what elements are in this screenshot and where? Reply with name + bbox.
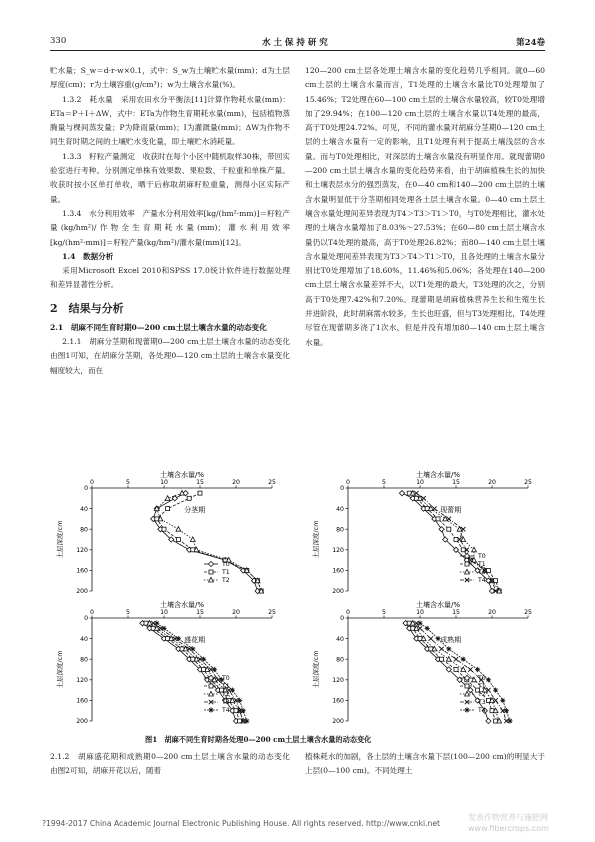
data-point-T1-1: [187, 496, 191, 500]
x-tick-label: 5: [382, 479, 386, 486]
legend-label-T0: T0: [478, 675, 486, 683]
x-tick-label: 10: [160, 479, 168, 486]
paragraph: 2.1 胡麻不同生育时期0—200 cm土层土壤含水量的动态变化: [50, 322, 267, 332]
journal-name: 水 土 保 持 研 究: [262, 38, 328, 48]
paragraph: 1.3.3 籽粒产量测定 收获时在每个小区中随机取样30株，带回实验室进行考种。分别测定单株有效果数、果粒数、千粒重和单株产量。收获时按小区单打单收，晒干后称取胡麻籽粒重量，测得小区实际产量。: [50, 151, 290, 204]
x-tick-label: 20: [232, 609, 240, 616]
y-tick-label: 200: [76, 588, 88, 596]
y-tick-label: 80: [336, 656, 344, 664]
copyright-footer: ?1994-2017 China Academic Journal Electronic Publishing House. All rights reserved. http://www.cnki.net: [42, 819, 441, 828]
data-point-T2-4: [446, 657, 451, 662]
data-point-T2-5: [190, 537, 195, 542]
legend-label-T2: T2: [222, 691, 230, 699]
data-point-T1-6: [461, 548, 465, 552]
data-point-legend-T0-0: [208, 561, 213, 566]
y-axis-label: 土层深度/cm: [312, 650, 320, 689]
data-point-T1-5: [454, 668, 458, 672]
y-tick-label: 40: [336, 505, 344, 513]
data-point-T4-8: [500, 698, 505, 703]
data-point-legend-T1-0: [465, 684, 469, 688]
x-tick-label: 25: [524, 609, 532, 616]
paragraph: 贮水量；S_w＝d·r·w×0.1，式中：S_w为土壤贮水量(mm)；d为土层厚度(cm)；r为土壤容重(g/cm³)；w为土壤含水量(%)。: [50, 66, 290, 90]
series-line-T2: [157, 493, 261, 591]
legend-label-T3: T3: [478, 699, 486, 707]
x-tick-label: 15: [452, 479, 460, 486]
y-tick-label: 120: [332, 677, 344, 684]
chart-title: 土壤含水量/%: [159, 601, 205, 609]
y-tick-label: 120: [76, 677, 88, 684]
data-point-legend-T4-0: [464, 707, 469, 712]
chart-title: 土壤含水量/%: [415, 471, 461, 479]
series-line-T4: [420, 623, 510, 721]
legend-label-T2: T2: [222, 577, 230, 585]
data-point-T2-4: [176, 527, 181, 532]
y-tick-label: 0: [84, 485, 88, 493]
y-tick-label: 40: [80, 505, 88, 513]
y-tick-label: 200: [332, 718, 344, 726]
data-point-T4-4: [461, 527, 465, 531]
right-column: [305, 64, 545, 350]
paragraph: 2.1.1 胡麻分茎期和现蕾期0—200 cm土层土壤含水量的动态变化 由图1可知，在胡麻分茎期，各处理0—120 cm土层的土壤含水量变化幅度较大，而在: [50, 337, 298, 375]
x-tick-label: 20: [488, 479, 496, 486]
chart-chengshu: [308, 600, 543, 733]
legend-label-T1: T1: [222, 683, 230, 691]
y-tick-label: 200: [76, 718, 88, 726]
data-point-legend-T2-0: [209, 691, 214, 696]
chart-title: 土壤含水量/%: [415, 601, 461, 609]
data-point-T2-5: [461, 667, 466, 672]
legend-label-T3: T3: [222, 699, 230, 707]
chart-fenjing: [52, 470, 287, 600]
data-point-T4-4: [461, 657, 466, 662]
x-tick-label: 10: [160, 609, 168, 616]
x-tick-label: 5: [382, 609, 386, 616]
paragraph: 1.3.2 耗水量 采用农田水分平衡法[11]计算作物耗水量(mm)：ETa＝P＋I＋ΔW，式中：ETa为作物生育期耗水量(mm)，包括植物蒸腾量与棵间蒸发量；P为降雨量(mm)；I为灌溉量(mm)；ΔW为作物不同生育时期之间的土壤贮水变化量，即土壤贮水消耗量。: [50, 94, 290, 147]
y-tick-label: 120: [332, 547, 344, 554]
legend-label-T0: T0: [478, 553, 486, 561]
legend-label-T4: T4: [478, 577, 486, 585]
legend-label-T3: T3: [478, 569, 486, 577]
y-axis-label: 土层深度/cm: [56, 520, 64, 559]
y-tick-label: 0: [340, 485, 344, 493]
legend-label-T4: T4: [222, 707, 230, 715]
y-tick-label: 200: [332, 588, 344, 596]
data-point-T1-5: [176, 538, 180, 542]
y-axis-label: 土层深度/cm: [312, 520, 320, 559]
panel-label: 现蕾期: [440, 506, 462, 514]
y-tick-label: 160: [76, 697, 88, 705]
paragraph: 120—200 cm土层各处理土壤含水量的变化趋势几乎相同。就0—60 cm土层的土壤含水量而言，T1处理的土壤含水量比T0处理增加了15.46%；T2处理在60—100 cm土层的土壤含水量较高，较T0处理增加了29.94%；在100—120 cm土层的土壤含水量以T4处理的最高，高于T0处理24.72%。可见，不同的灌水量对胡麻分茎期0—120 cm土层的土壤含水量有一定的影响，且T1处理有利于提高土壤浅层的含水量。而与T0处理相比，对深层的土壤含水量没有明显作用。就现蕾期0—200 cm土层土壤含水量的变化趋势来看，由于胡麻植株生长的加快和土壤表层水分的强烈蒸发，在0—40 cm和140—200 cm土层的土壤含水量明显低于分茎期相同处理各土层土壤含水量。0—40 cm土层土壤含水量处理间差异表现为T4＞T3＞T1＞T0，与T0处理相比，灌水处理的土壤含水量增加了8.03%～27.53%；在60—80 cm土层土壤含水量仍以T4处理的最高，高于T0处理26.82%；而80—140 cm土层土壤含水量处理间差异表现为T3＞T4＞T1＞T0，且各处理的土壤含水量分别比T0处理增加了18.60%，11.46%和5.06%；各处理在140—200 cm土层土壤含水量差异不大，以T1处理的最大，T3处理的次之，分别高于T0处理7.42%和7.20%。现蕾期是胡麻植株营养生长和生殖生长并进阶段，此时胡麻需水较多，生长也旺盛，但与T3处理相比，T4处理尽管在现蕾期多浇了1次水，但是并没有增加80—140 cm土层土壤含水量。: [305, 66, 546, 347]
chart-shenghua: [52, 600, 287, 733]
x-tick-label: 0: [90, 479, 94, 486]
x-tick-label: 25: [268, 609, 276, 616]
series-line-T1: [157, 493, 261, 591]
data-point-T1-4: [440, 657, 444, 661]
data-point-T3-8: [493, 698, 497, 702]
paragraph: 采用Microsoft Excel 2010和SPSS 17.0统计软件进行数据处理和差异显著性分析。: [50, 266, 290, 290]
data-point-T2-1: [165, 496, 170, 501]
data-point-legend-T2-0: [465, 691, 470, 696]
x-tick-label: 15: [452, 609, 460, 616]
y-tick-label: 80: [336, 526, 344, 534]
y-tick-label: 40: [80, 635, 88, 643]
data-point-T4-0: [414, 491, 418, 495]
data-point-T0-10: [486, 718, 491, 723]
legend-label-T1: T1: [478, 561, 486, 569]
data-point-T4-1: [421, 496, 425, 500]
volume-label: 第24卷: [516, 38, 545, 48]
data-point-T3-5: [468, 667, 472, 671]
data-point-legend-T3-0: [465, 569, 470, 574]
legend-label-T4: T4: [478, 707, 486, 715]
data-point-T0-0: [399, 491, 404, 496]
x-tick-label: 15: [196, 479, 204, 486]
data-point-T3-1: [418, 626, 422, 630]
paragraph: 1.4 数据分析: [62, 251, 114, 261]
data-point-T3-7: [486, 688, 490, 692]
data-point-T3-3: [439, 647, 443, 651]
data-point-T4-7: [493, 688, 498, 693]
x-tick-label: 15: [196, 609, 204, 616]
y-tick-label: 160: [332, 697, 344, 705]
header-rule: [50, 50, 545, 51]
x-tick-label: 25: [524, 479, 532, 486]
x-tick-label: 20: [488, 609, 496, 616]
data-point-T4-6: [486, 677, 491, 682]
chart-xianlei: [308, 470, 543, 600]
x-tick-label: 5: [126, 609, 130, 616]
data-point-T0-4: [439, 527, 444, 532]
bottom-left-paragraph: 2.1.2 胡麻盛花期和成熟期0—200 cm土层土壤含水量的动态变化 由图2可知，胡麻开花以后，随着: [50, 752, 298, 776]
data-point-T4-3: [447, 517, 451, 521]
data-point-T3-4: [454, 657, 458, 661]
chart-title: 土壤含水量/%: [159, 471, 205, 479]
x-tick-label: 20: [232, 479, 240, 486]
x-tick-label: 0: [90, 609, 94, 616]
left-column: [50, 64, 298, 378]
data-point-T1-4: [447, 527, 451, 531]
data-point-T3-2: [429, 636, 433, 640]
data-point-legend-T1-0: [209, 570, 213, 574]
panel-label: 盛花期: [184, 636, 206, 644]
legend-label-T0: T0: [222, 561, 230, 569]
section-heading: 2 结果与分析: [50, 301, 124, 315]
y-tick-label: 0: [340, 615, 344, 623]
page-number: 330: [50, 36, 67, 46]
data-point-T1-5: [454, 538, 458, 542]
data-point-T1-3: [436, 517, 440, 521]
y-tick-label: 80: [80, 526, 88, 534]
y-tick-label: 160: [76, 567, 88, 575]
panel-label: 成熟期: [440, 636, 462, 644]
legend-label-T2: T2: [478, 691, 486, 699]
bottom-right-paragraph: 植株耗水的加剧，各土层的土壤含水量下层(100—200 cm)的明显大于上层(0—100 cm)。不同处理土: [305, 752, 545, 776]
x-tick-label: 5: [126, 479, 130, 486]
data-point-legend-T2-0: [209, 577, 214, 582]
data-point-T1-0: [198, 491, 202, 495]
x-tick-label: 25: [268, 479, 276, 486]
data-point-legend-T1-0: [465, 562, 469, 566]
data-point-T1-4: [162, 527, 166, 531]
y-axis-label: 土层深度/cm: [56, 650, 64, 689]
x-tick-label: 0: [346, 479, 350, 486]
data-point-legend-T4-0: [208, 707, 213, 712]
y-tick-label: 40: [336, 635, 344, 643]
x-tick-label: 10: [416, 479, 424, 486]
data-point-T4-1: [425, 626, 430, 631]
x-tick-label: 0: [346, 609, 350, 616]
y-tick-label: 120: [76, 547, 88, 554]
y-tick-label: 0: [84, 615, 88, 623]
legend-label-T1: T1: [478, 683, 486, 691]
legend-label-T0: T0: [222, 675, 230, 683]
data-point-legend-T1-0: [209, 684, 213, 688]
legend-label-T1: T1: [222, 569, 230, 577]
figure-caption: 图1 胡麻不同生育时期各处理0—200 cm土层土壤含水量的动态变化: [145, 735, 372, 744]
y-tick-label: 160: [332, 567, 344, 575]
panel-label: 分茎期: [184, 506, 206, 514]
data-point-T1-2: [166, 507, 170, 511]
paragraph: 1.3.4 水分利用效率 产量水分利用效率[kg/(hm²·mm)]＝籽粒产量(kg/hm²)/作物全生育期耗水量(mm)；灌水利用效率[kg/(hm²·mm)]＝籽粒产量(kg/hm²)/灌水量(mm)[12]。: [50, 208, 290, 247]
y-tick-label: 80: [80, 656, 88, 664]
watermark: 发表作物营养与施肥网 www.fibercrops.com: [468, 813, 549, 833]
x-tick-label: 10: [416, 609, 424, 616]
data-point-T4-2: [432, 506, 436, 510]
